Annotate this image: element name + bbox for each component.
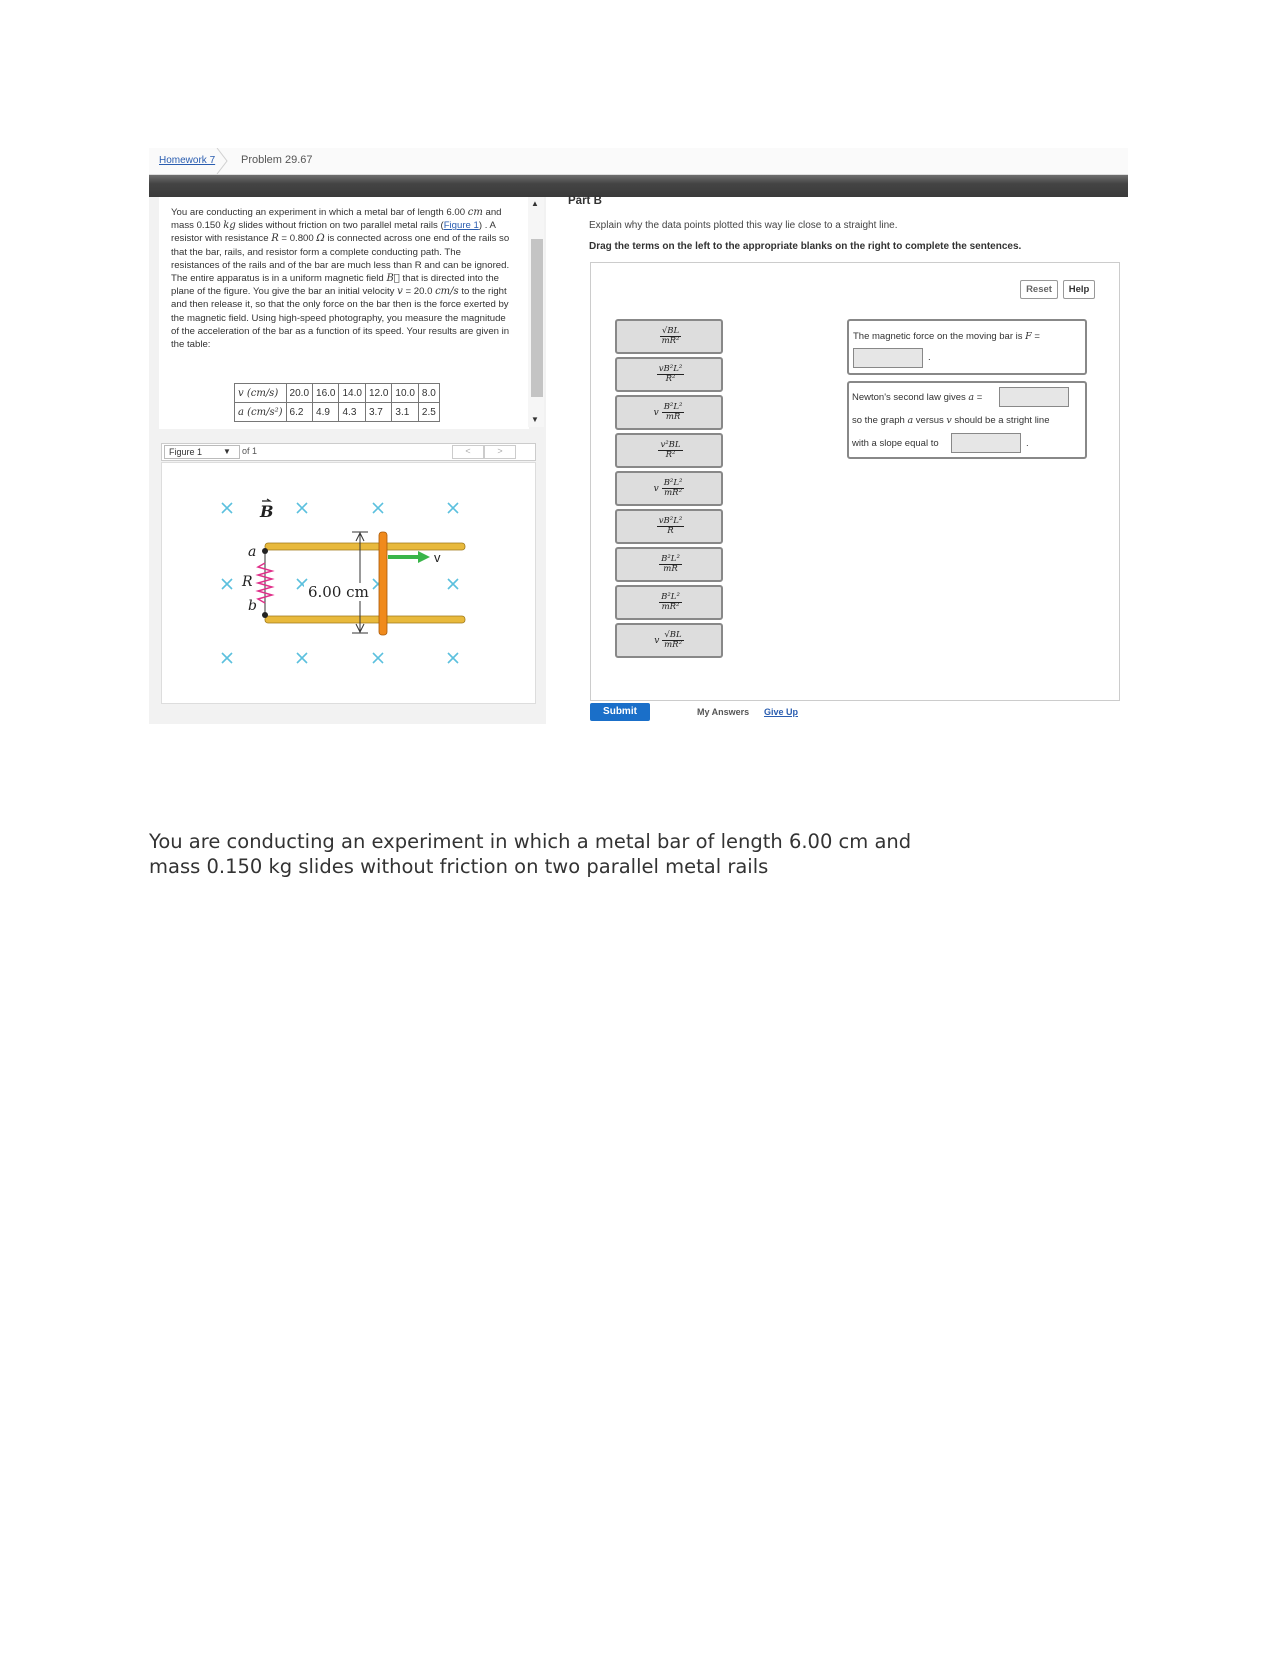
figure-count: of 1 <box>242 446 258 456</box>
problem-text-part: slides without friction on two parallel metal rails ( <box>235 220 444 232</box>
submit-button[interactable]: Submit <box>590 703 650 721</box>
tile-denominator: R <box>667 526 674 536</box>
give-up-link[interactable]: Give Up <box>764 707 799 717</box>
symbol-v: v <box>397 286 403 298</box>
drag-tile[interactable] <box>615 471 723 506</box>
sentence-fragment: = <box>1031 331 1040 342</box>
figure-area <box>161 462 536 704</box>
velocity-label: v <box>434 550 441 565</box>
tile-numerator: B²L² <box>663 401 683 412</box>
tile-fraction <box>659 555 682 575</box>
drag-tile[interactable] <box>615 585 723 620</box>
tile-prefix: v <box>654 635 660 646</box>
circuit-figure <box>162 463 535 703</box>
table-cell: 2.5 <box>418 403 439 422</box>
problem-text <box>171 206 511 351</box>
table-row-label: a (cm/s²) <box>235 403 287 422</box>
sentence-fragment: should be a stright line <box>951 415 1050 426</box>
sentence-box-force <box>847 319 1087 375</box>
symbol-ohm: Ω <box>316 233 325 245</box>
tile-fraction <box>658 441 682 461</box>
drag-and-drop-area <box>590 262 1120 701</box>
table-cell: 12.0 <box>365 384 391 403</box>
figure-next-button[interactable]: > <box>484 445 516 459</box>
unit-kg: kg <box>223 220 236 232</box>
problem-text-part: ) . A resistor with resistance <box>171 220 496 245</box>
drag-tile[interactable] <box>615 395 723 430</box>
breadcrumb <box>149 148 1128 175</box>
dimension-label: 6.00 cm <box>308 583 369 601</box>
unit-cm: cm <box>467 207 483 218</box>
tile-denominator: R² <box>665 450 676 460</box>
tile-fraction <box>662 479 685 499</box>
drag-tile[interactable] <box>615 623 723 658</box>
vector-arrow-icon <box>262 499 270 501</box>
header-bar <box>149 175 1128 197</box>
sentence-period: . <box>1026 438 1029 449</box>
my-answers-link[interactable]: My Answers <box>697 707 750 717</box>
tile-numerator: √BL <box>664 629 682 640</box>
tile-prefix: v <box>653 483 659 494</box>
tile-numerator: vB²L² <box>658 363 683 374</box>
scrollbar[interactable] <box>528 197 544 427</box>
tile-denominator: mR² <box>664 640 682 650</box>
sentence-fragment: versus <box>913 415 947 426</box>
question-prompt: Explain why the data points plotted this way lie close to a straight line. <box>589 220 898 231</box>
table-cell: 6.2 <box>286 403 312 422</box>
label-a: a <box>248 544 257 560</box>
answer-blank-acceleration[interactable] <box>999 387 1069 407</box>
answer-blank-slope[interactable] <box>951 433 1021 453</box>
table-cell: 4.9 <box>313 403 339 422</box>
table-cell: 20.0 <box>286 384 312 403</box>
tile-numerator: √BL <box>661 325 680 336</box>
breadcrumb-current: Problem 29.67 <box>241 154 313 166</box>
sentence-text: with a slope equal to <box>852 438 939 449</box>
tile-numerator: vB²L² <box>658 515 683 526</box>
unit-cm-per-s: cm/s <box>435 286 459 298</box>
tile-fraction <box>662 631 683 651</box>
tile-numerator: v²BL <box>660 439 681 450</box>
tile-fraction <box>662 403 685 423</box>
top-rail <box>265 543 465 550</box>
table-cell: 4.3 <box>339 403 365 422</box>
problem-text-part: that is directed into the plane of the figure. You give the bar an initial velocity <box>171 273 500 298</box>
table-cell: 16.0 <box>313 384 339 403</box>
answer-blank-force[interactable] <box>853 348 923 368</box>
symbol-v: v <box>946 415 952 426</box>
field-b-label: B <box>260 502 274 521</box>
problem-text-part: to the right and then release it, so that the only force on the bar then is the force exerted by the magnetic field. Using high-speed photography, you measure the magnitude of the acceleration of the bar as a function of its speed. Your results are given in the table: <box>171 286 510 351</box>
problem-statement <box>159 197 529 429</box>
sentence-fragment: The magnetic force on the moving bar is <box>853 331 1026 342</box>
scroll-thumb[interactable] <box>531 239 543 397</box>
tile-denominator: mR <box>663 564 678 574</box>
sentence-text <box>852 415 1049 426</box>
drag-tile[interactable] <box>615 509 723 544</box>
tile-denominator: mR² <box>661 336 680 346</box>
sentence-period: . <box>928 352 931 363</box>
data-table <box>234 383 440 422</box>
label-b: b <box>248 598 257 614</box>
symbol-a: a <box>907 415 914 426</box>
table-cell: 3.1 <box>392 403 418 422</box>
symbol-a: a <box>968 392 975 403</box>
figure-prev-button[interactable]: < <box>452 445 484 459</box>
figure-toolbar <box>161 443 536 461</box>
drag-tile[interactable] <box>615 433 723 468</box>
sentence-text <box>852 392 982 403</box>
table-cell: 14.0 <box>339 384 365 403</box>
tile-fraction <box>660 327 681 347</box>
sentence-text <box>853 331 1040 342</box>
table-cell: 10.0 <box>392 384 418 403</box>
velocity-arrow-icon <box>418 551 430 563</box>
tile-denominator: mR² <box>661 602 680 612</box>
tile-denominator: mR <box>665 412 681 422</box>
symbol-b: B⃗ <box>386 273 400 285</box>
tile-numerator: B²L² <box>663 477 683 488</box>
label-r: R <box>242 574 253 590</box>
problem-text-part: = 20.0 <box>402 286 436 298</box>
drag-tile[interactable] <box>615 547 723 582</box>
table-row-label: v (cm/s) <box>235 384 287 403</box>
reset-button[interactable]: Reset <box>1020 280 1058 299</box>
problem-text-part: = 0.800 <box>278 233 317 245</box>
sentence-fragment: so the graph <box>852 415 908 426</box>
caption-text: You are conducting an experiment in which a metal bar of length 6.00 cm and mass 0.150 kg slides without friction on two parallel metal rails <box>149 830 912 878</box>
sentence-fragment: = <box>974 392 983 403</box>
scroll-up-arrow-icon[interactable]: ▲ <box>531 199 539 208</box>
breadcrumb-homework-link[interactable]: Homework 7 <box>159 155 216 166</box>
chevron-down-icon: ▼ <box>223 447 231 456</box>
tile-fraction <box>659 593 682 613</box>
table-row <box>235 384 440 403</box>
figure-link[interactable]: Figure 1 <box>443 220 479 232</box>
problem-text-part: is connected across one end of the rails so that the bar, rails, and resistor form a complete conducting path. The resistances of the rails and of the bar are much less than R and can be ignored. The entire apparatus is in a uniform magnetic field <box>171 233 510 285</box>
drag-instruction: Drag the terms on the left to the appropriate blanks on the right to complete the sentences. <box>589 241 1022 252</box>
part-title: Part B <box>568 195 602 207</box>
metal-bar <box>379 532 387 635</box>
figure-select[interactable] <box>164 445 240 459</box>
table-cell: 3.7 <box>365 403 391 422</box>
terminal-b-dot <box>262 612 268 618</box>
table-row <box>235 403 440 422</box>
table-cell: 8.0 <box>418 384 439 403</box>
tile-fraction <box>657 517 685 537</box>
help-button[interactable]: Help <box>1063 280 1095 299</box>
sentence-box-newton <box>847 381 1087 459</box>
tile-prefix: v <box>653 407 659 418</box>
terminal-a-dot <box>262 548 268 554</box>
figure-select-value: Figure 1 <box>169 447 203 457</box>
tile-numerator: B²L² <box>661 591 680 602</box>
problem-panel <box>149 197 546 724</box>
tile-numerator: B²L² <box>661 553 680 564</box>
symbol-f: F <box>1025 331 1032 342</box>
tile-denominator: R² <box>665 374 676 384</box>
scroll-down-arrow-icon[interactable]: ▼ <box>531 415 539 424</box>
tile-fraction <box>657 365 685 385</box>
tile-denominator: mR² <box>664 488 682 498</box>
sentence-fragment: Newton's second law gives <box>852 392 969 403</box>
drag-tile[interactable] <box>615 357 723 392</box>
drag-tile[interactable] <box>615 319 723 354</box>
problem-text-part: and mass 0.150 <box>171 207 502 232</box>
breadcrumb-chevron-icon <box>215 148 229 174</box>
bottom-rail <box>265 616 465 623</box>
problem-text-part: You are conducting an experiment in which a metal bar of length 6.00 <box>171 207 468 218</box>
symbol-r: R <box>271 233 279 245</box>
